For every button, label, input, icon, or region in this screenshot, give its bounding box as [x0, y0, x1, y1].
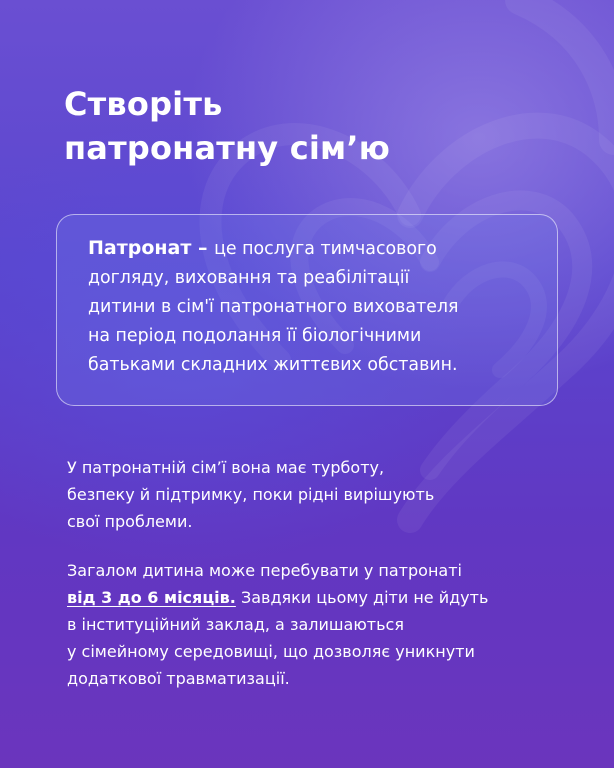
- paragraph2-line-5: додаткової травматизації.: [67, 669, 290, 688]
- title-line-2: патронатну сім’ю: [64, 129, 391, 167]
- paragraph1-line-1: У патронатній сім’ї вона має турботу,: [67, 458, 385, 477]
- definition-term: Патронат: [88, 237, 192, 259]
- definition-text: [88, 234, 541, 380]
- definition-card: [56, 214, 558, 406]
- definition-line-3: дитини в сім'ї патронатного вихователя: [88, 297, 459, 317]
- paragraph-duration: [67, 557, 567, 692]
- paragraph2-line-3: в інституційний заклад, а залишаються: [67, 615, 404, 634]
- paragraph2-line-4: у сімейному середовищі, що дозволяє уникнути: [67, 642, 475, 661]
- page-title: [64, 82, 544, 170]
- paragraph2-line-2: Завдяки цьому діти не йдуть: [235, 588, 489, 607]
- definition-dash: –: [191, 237, 215, 259]
- paragraph-family-care: [67, 454, 567, 535]
- title-line-1: Створіть: [64, 85, 223, 123]
- definition-line-5: батьками складних життєвих обставин.: [88, 355, 458, 375]
- definition-line-4: на період подолання її біологічними: [88, 326, 422, 346]
- definition-line-1: це послуга тимчасового: [214, 239, 437, 259]
- paragraph2-line-1: Загалом дитина може перебувати у патронаті: [67, 561, 462, 580]
- definition-line-2: догляду, виховання та реабілітації: [88, 268, 410, 288]
- paragraph1-line-2: безпеку й підтримку, поки рідні вирішують: [67, 485, 435, 504]
- duration-highlight: від 3 до 6 місяців.: [67, 588, 236, 607]
- paragraph1-line-3: свої проблеми.: [67, 512, 193, 531]
